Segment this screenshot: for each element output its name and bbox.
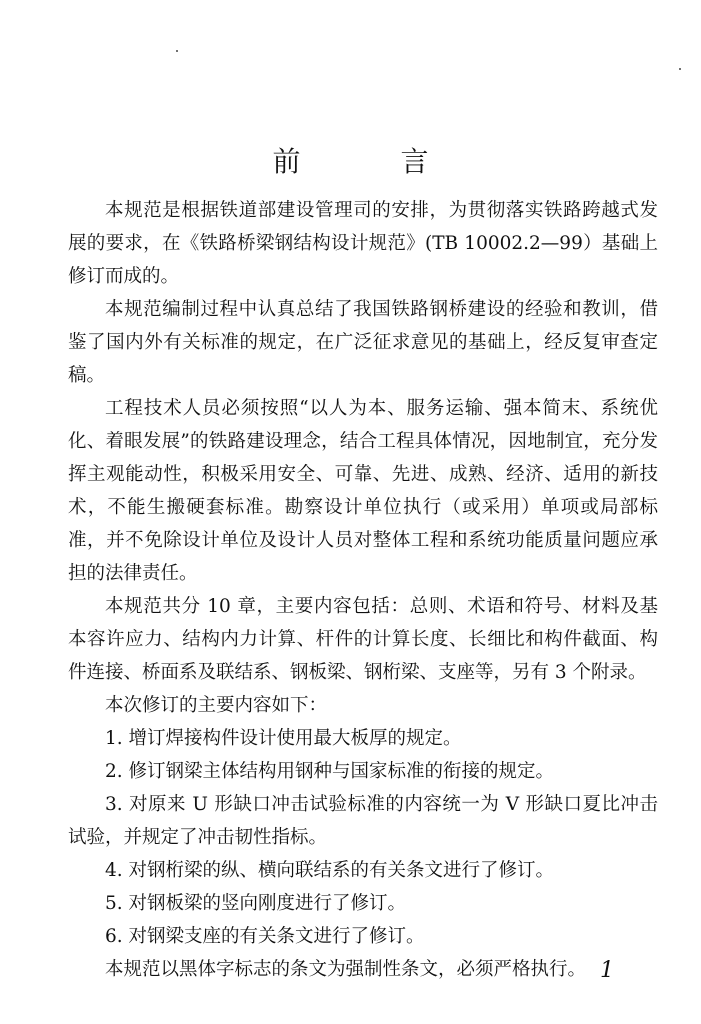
- scan-speck: [176, 50, 178, 52]
- revision-item-2: 2. 修订钢梁主体结构用钢种与国家标准的衔接的规定。: [105, 761, 555, 782]
- scan-speck: [679, 68, 681, 70]
- page-title: 前 言: [272, 145, 465, 178]
- closing-paragraph: 本规范以黑体字标志的条文为强制性条文，必须严格执行。: [105, 959, 587, 980]
- page-number: 1: [600, 958, 614, 983]
- revision-item-1: 1. 增订焊接构件设计使用最大板厚的规定。: [105, 728, 462, 749]
- revision-item-5: 5. 对钢板梁的竖向刚度进行了修订。: [105, 893, 407, 914]
- paragraph-5: 本次修订的主要内容如下：: [105, 695, 328, 716]
- document-body: [68, 194, 658, 986]
- paragraph-4: 本规范共分 10 章，主要内容包括：总则、术语和符号、材料及基本容许应力、结构内力计算、杆件的计算长度、长细比和构件截面、构件连接、桥面系及联结系、钢板梁、钢桁梁、支座等，另有 3 个附录。: [68, 596, 658, 683]
- revision-item-6: 6. 对钢梁支座的有关条文进行了修订。: [105, 926, 425, 947]
- paragraph-2: 本规范编制过程中认真总结了我国铁路钢桥建设的经验和教训，借鉴了国内外有关标准的规定，在广泛征求意见的基础上，经反复审查定稿。: [68, 299, 658, 386]
- revision-item-4: 4. 对钢桁梁的纵、横向联结系的有关条文进行了修订。: [105, 860, 555, 881]
- paragraph-3: 工程技术人员必须按照“以人为本、服务运输、强本简末、系统优化、着眼发展”的铁路建设理念，结合工程具体情况，因地制宜，充分发挥主观能动性，积极采用安全、可靠、先进、成熟、经济、适用的新技术，不能生搬硬套标准。勘察设计单位执行（或采用）单项或局部标准，并不免除设计单位及设计人员对整体工程和系统功能质量问题应承担的法律责任。: [68, 398, 658, 584]
- paragraph-1: 本规范是根据铁道部建设管理司的安排，为贯彻落实铁路跨越式发展的要求，在《铁路桥梁钢结构设计规范》(TB 10002.2—99）基础上修订而成的。: [68, 200, 658, 287]
- revision-item-3: 3. 对原来 U 形缺口冲击试验标准的内容统一为 V 形缺口夏比冲击试验，并规定了冲击韧性指标。: [68, 794, 658, 848]
